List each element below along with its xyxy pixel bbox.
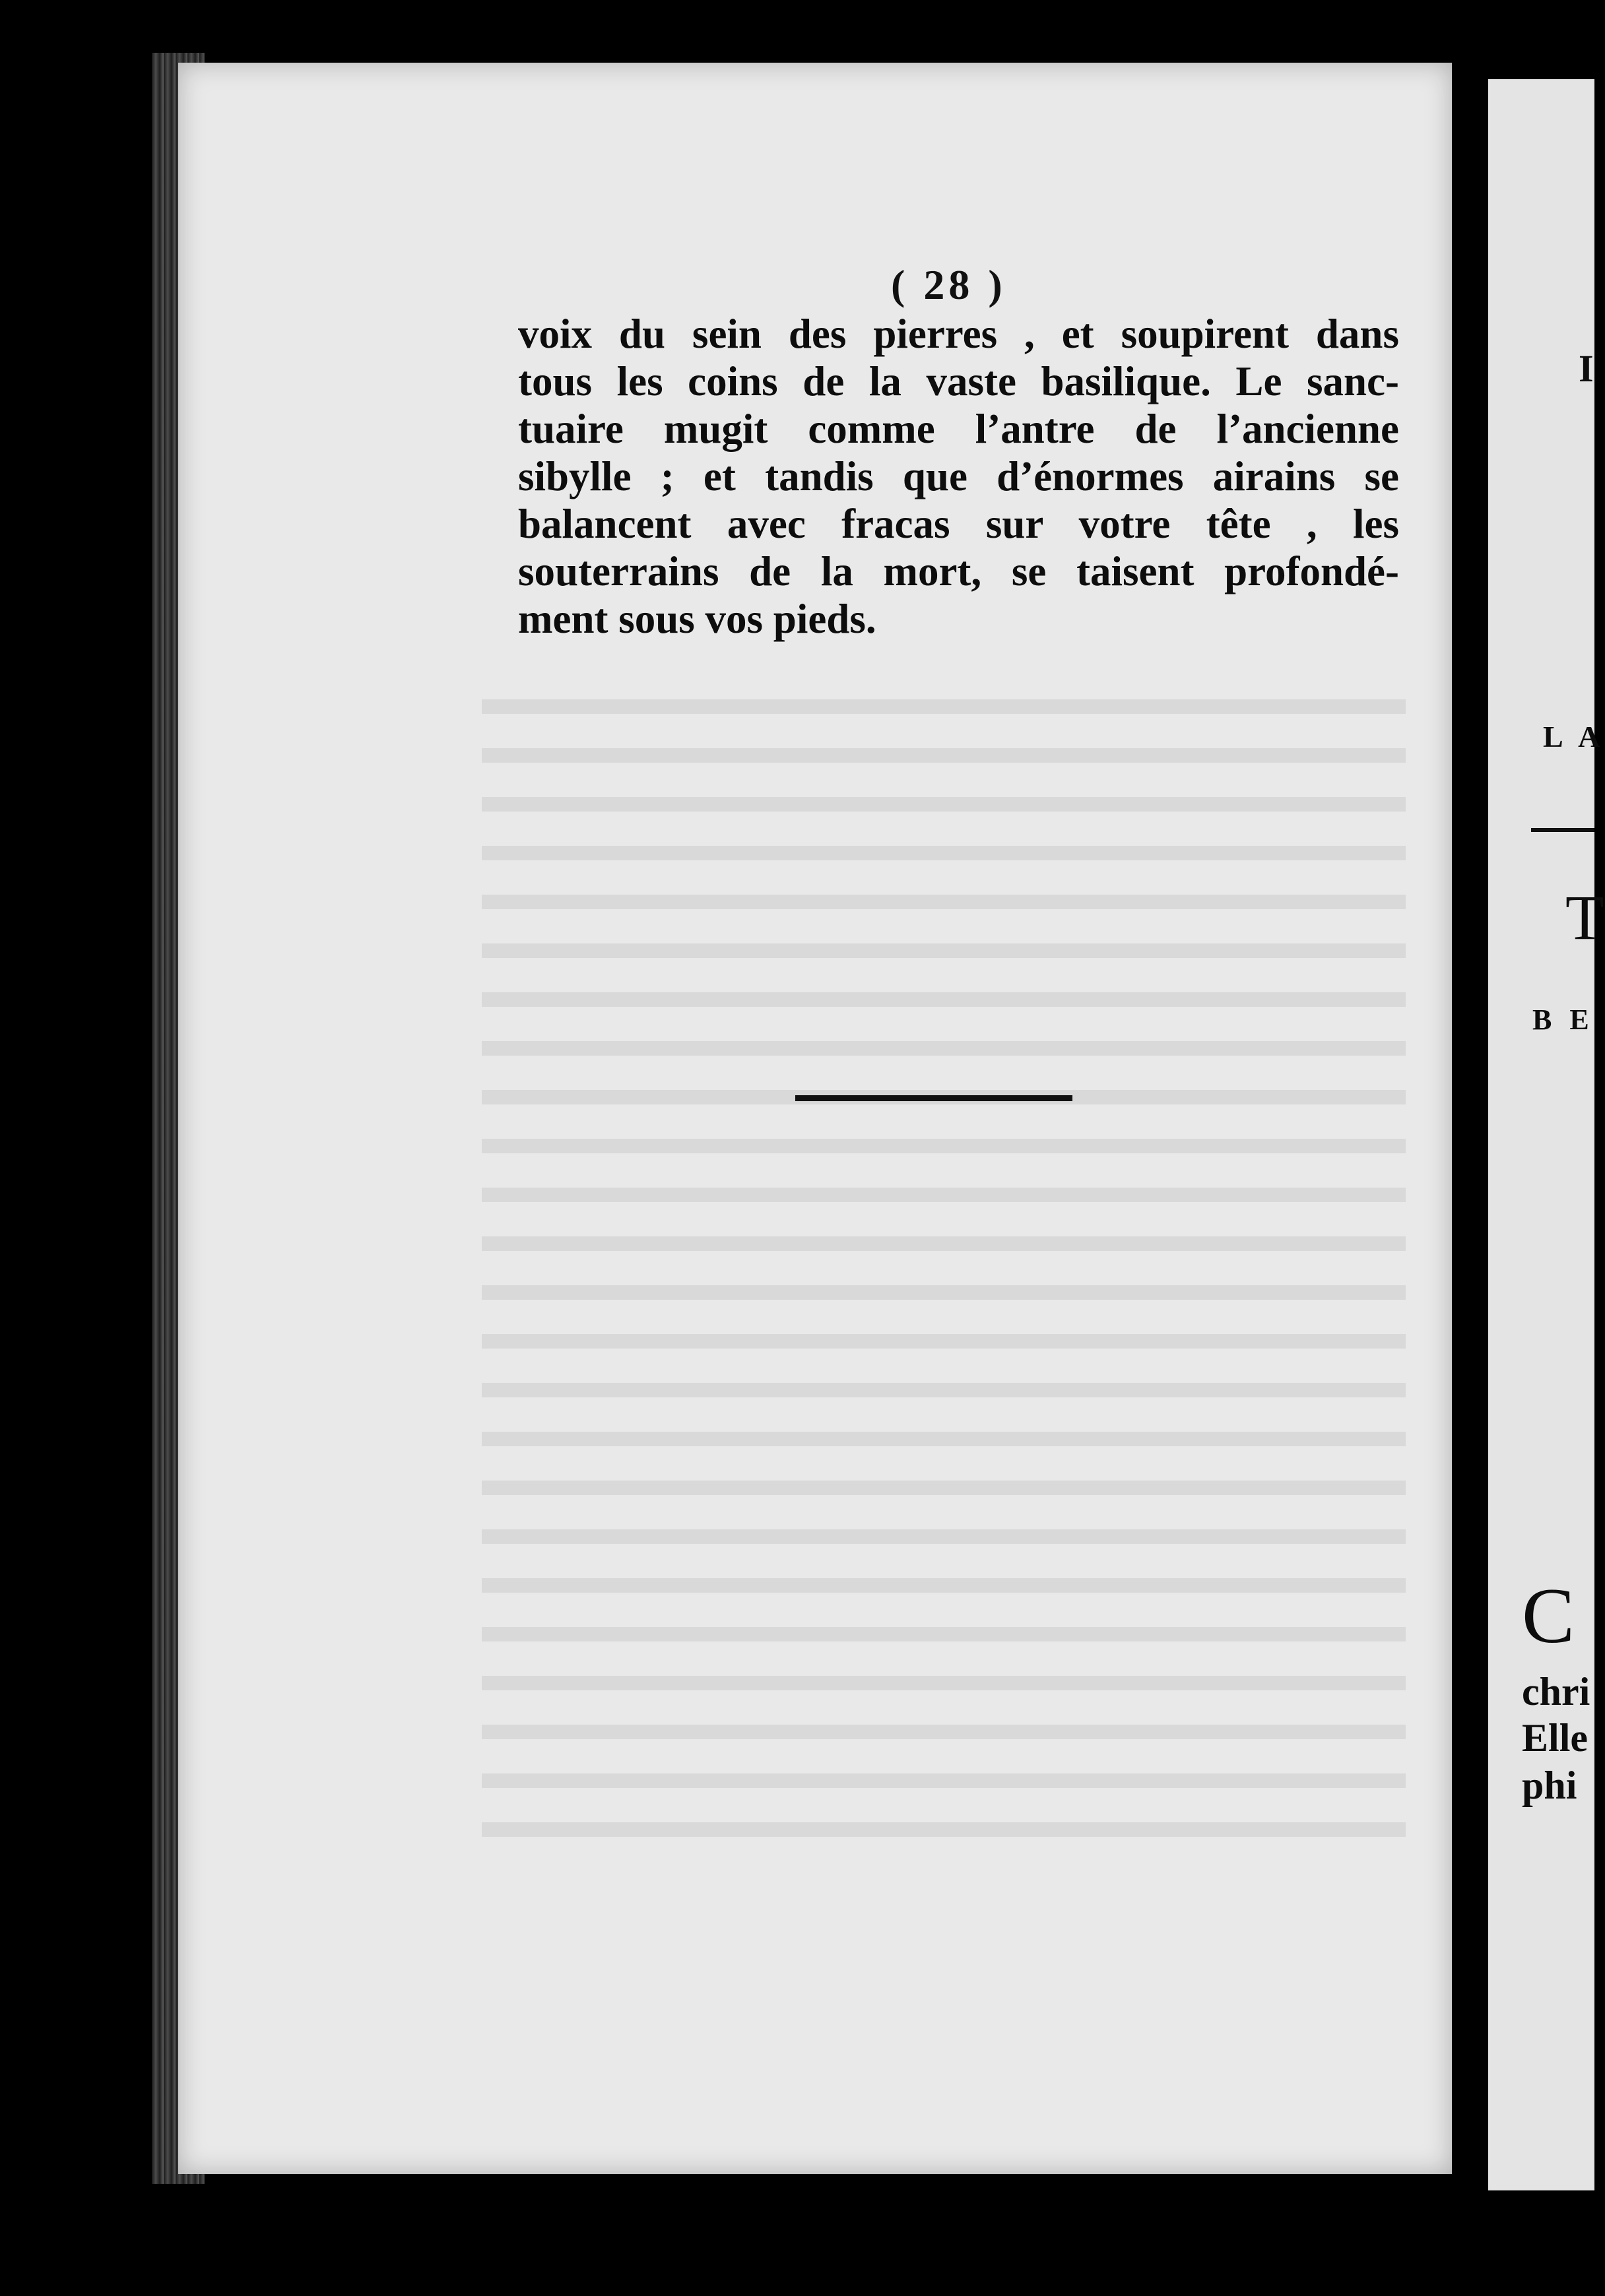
page-number: ( 28 ) [891,261,1006,308]
facing-page-fragment: phi [1522,1764,1577,1807]
text-line: voix du sein des pierres , et soupirent dans [518,311,1399,357]
text-line: ment sous vos pieds. [518,596,876,642]
text-line: tous les coins de la vaste basilique. Le sanc- [518,358,1399,404]
text-line: tuaire mugit comme l’antre de l’ancienne [518,406,1399,452]
section-end-rule [795,1095,1072,1101]
facing-page-fragment: C [1522,1572,1575,1659]
book-spine-shadow [1452,79,1488,2190]
text-line: souterrains de la mort, se taisent profondé- [518,548,1399,594]
facing-page-rule [1531,828,1594,832]
facing-page-fragment: Elle [1522,1716,1588,1760]
facing-page-fragment: T [1565,882,1604,953]
facing-page [1488,79,1594,2190]
text-line: balancent avec fracas sur votre tête , les [518,501,1399,547]
facing-page-fragment: chri [1522,1670,1590,1713]
bleed-through-text [482,673,1406,1861]
facing-page-fragment: I [1579,347,1594,390]
body-paragraph [518,310,1399,643]
facing-page-fragment: B E [1532,1004,1594,1036]
facing-page-fragment: L A [1543,720,1605,753]
text-line: sibylle ; et tandis que d’énormes airains se [518,453,1399,499]
